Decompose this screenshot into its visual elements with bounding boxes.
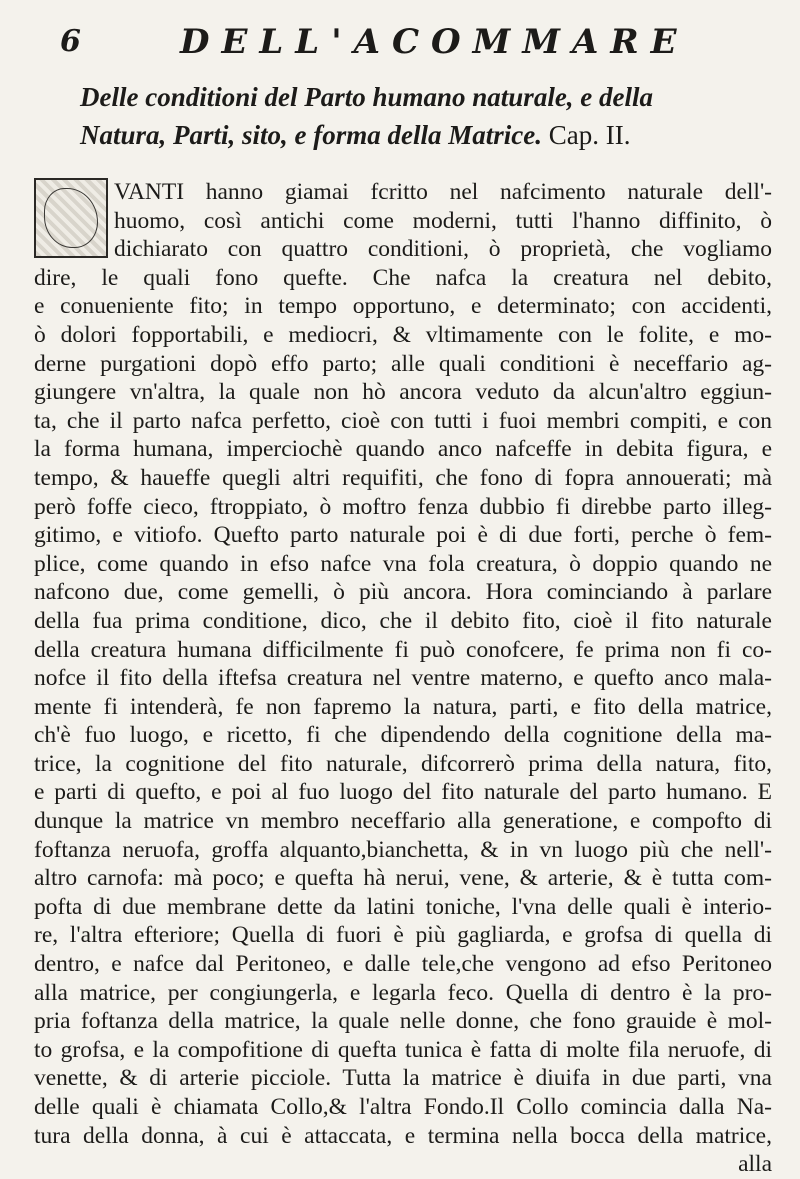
text-line: alla matrice, per congiungerla, e legarla feco. Quella di dentro è la pro- <box>34 979 772 1006</box>
text-line: pofta di due membrane dette da latini toniche, l'vna delle quali è interio- <box>34 893 772 920</box>
text-line: della creatura humana difficilmente fi può conofcere, fe prima non fi co- <box>34 636 772 663</box>
text-line: plice, come quando in efso nafce vna fola creatura, ò doppio quando ne <box>34 550 772 577</box>
text-line: ta, che il parto nafca perfetto, cioè con tutti i fuoi membri compiti, e con <box>34 407 772 434</box>
text-line: pria foftanza della matrice, la quale nelle donne, che fono grauide è mol- <box>34 1008 772 1035</box>
text-line: ò dolori fopportabili, e mediocri, & vltimamente con le folite, e mo- <box>34 321 772 348</box>
text-line: e parti di quefto, e poi al fuo luogo del fito naturale del parto humano. E <box>34 779 772 806</box>
text-line: huomo, così antichi come moderni, tutti l'hanno diffinito, ò <box>114 207 772 234</box>
text-line: re, l'altra efteriore; Quella di fuori è più gagliarda, e grofsa di quella di <box>34 922 772 949</box>
text-line: alla <box>738 1151 772 1178</box>
text-line: VANTI hanno giamai fcritto nel nafcimento naturale dell'- <box>114 179 772 205</box>
chapter-title-text: Delle conditioni del Parto humano naturale, e della Natura, Parti, sito, e forma della Matrice. <box>80 82 654 150</box>
text-line: foftanza neruofa, groffa alquanto,bianchetta, & in vn luogo più che nell'- <box>34 836 772 863</box>
text-line: giungere vn'altra, la quale non hò ancora veduto da alcun'altro eggiun- <box>34 379 772 406</box>
text-line: però foffe cieco, ftroppiato, ò moftro fenza dubbio fi direbbe parto illeg- <box>34 493 772 520</box>
running-head: DELL'ACOMMARE <box>180 22 689 62</box>
text-line: derne purgationi dopò effo parto; alle quali conditioni è neceffario ag- <box>34 350 772 377</box>
text-line: la forma humana, imperciochè quando anco nafceffe in debita figura, e <box>34 436 772 463</box>
text-line: dichiarato con quattro conditioni, ò proprietà, che vogliamo <box>114 236 772 263</box>
text-line: venette, & di arterie picciole. Tutta la matrice è diuifa in due parti, vna <box>34 1065 772 1092</box>
text-line: ch'è fuo luogo, e ricetto, fi che dipendendo della cognitione della ma- <box>34 722 772 749</box>
chapter-number: Cap. II. <box>548 120 631 150</box>
text-line: della fua prima conditione, dico, che il debito fito, cioè il fito naturale <box>34 607 772 634</box>
text-line: gitimo, e vitiofo. Quefto parto naturale poi è di due forti, perche ò fem- <box>34 522 772 549</box>
text-line: nafcono due, come gemelli, ò più ancora. Hora cominciando à parlare <box>34 579 772 606</box>
text-line: trice, la cognitione del fito naturale, difcorrerò prima della natura, fito, <box>34 750 772 777</box>
text-line: mente fi intenderà, fe non fapremo la natura, parti, e fito della matrice, <box>34 693 772 720</box>
text-line: delle quali è chiamata Collo,& l'altra Fondo.Il Collo comincia dalla Na- <box>34 1094 772 1120</box>
text-line: dentro, e nafce dal Peritoneo, e dalle tele,che vengono ad efso Peritoneo <box>34 951 772 978</box>
text-line: tura della donna, à cui è attaccata, e termina nella bocca della matrice, <box>34 1122 772 1149</box>
text-line: dunque la matrice vn membro neceffario alla generatione, e compofto di <box>34 808 772 835</box>
text-line: nofce il fito della iftefsa creatura nel ventre materno, e quefto anco mala- <box>34 665 772 692</box>
chapter-title <box>80 78 720 154</box>
text-line: tempo, & haueffe quegli altri requifiti, che fono di fopra annouerati; mà <box>34 464 772 491</box>
page-number: 6 <box>60 24 81 59</box>
text-line: altro carnofa: mà poco; e quefta hà nerui, vene, & arterie, & è tutta com- <box>34 865 772 892</box>
text-line: e conueniente fito; in tempo opportuno, e determinato; con accidenti, <box>34 293 772 320</box>
body-text <box>34 178 772 1179</box>
text-line: dire, le quali fono quefte. Che nafca la creatura nel debito, <box>34 264 772 291</box>
text-line: to grofsa, e la compofitione di quefta tunica è fatta di molte fila neruofe, di <box>34 1036 772 1063</box>
page-header <box>60 18 760 68</box>
